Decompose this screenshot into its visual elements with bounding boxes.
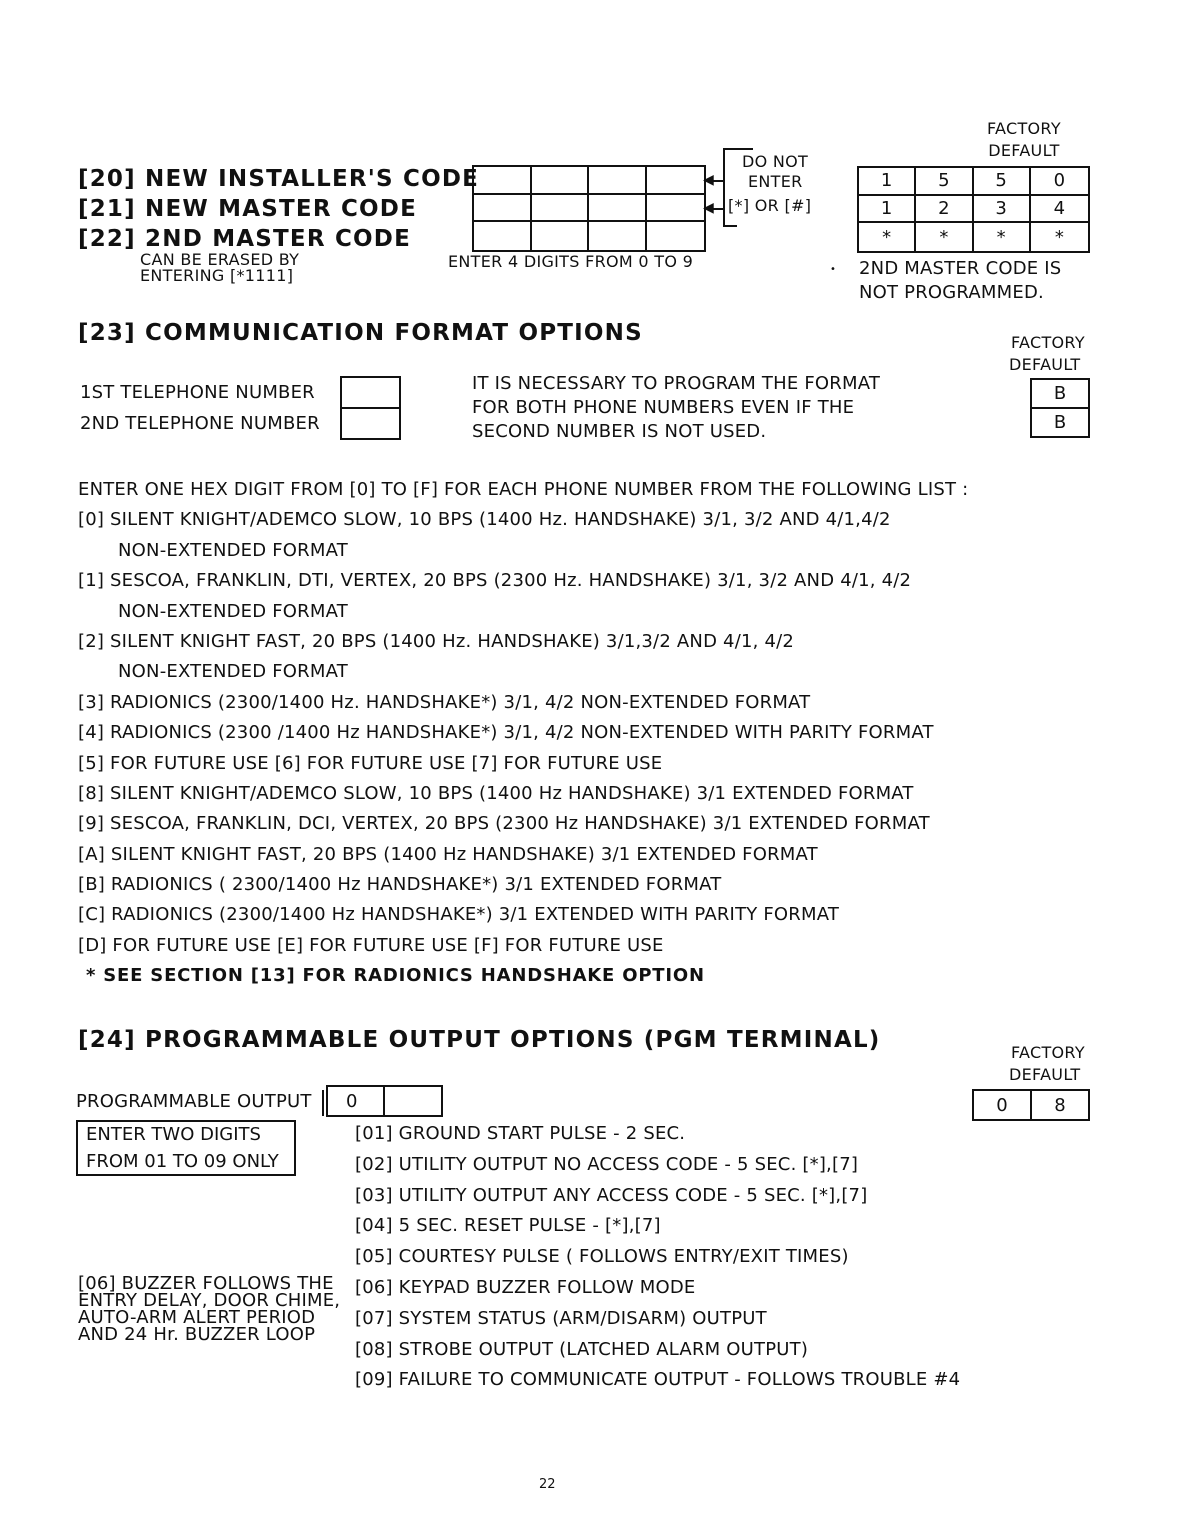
- enter-two-digits-line-1: ENTER TWO DIGITS: [86, 1124, 261, 1145]
- bracket-line: [723, 225, 737, 227]
- erase-note-line-1: CAN BE ERASED BY: [140, 250, 300, 269]
- format-option-row: [8] SILENT KNIGHT/ADEMCO SLOW, 10 BPS (1400 Hz HANDSHAKE) 3/1 EXTENDED FORMAT: [78, 782, 914, 804]
- default-pgm-2: 8: [1030, 1089, 1090, 1121]
- pgm-option-row: [02] UTILITY OUTPUT NO ACCESS CODE - 5 SEC. [*],[7]: [355, 1153, 859, 1175]
- format-note: [472, 372, 880, 444]
- section-21-title: [21] NEW MASTER CODE: [78, 196, 417, 222]
- pgm-digit-2[interactable]: [383, 1085, 443, 1117]
- factory-label: FACTORY: [987, 119, 1061, 138]
- tel1-label: 1ST TELEPHONE NUMBER: [80, 382, 315, 403]
- default-format-1: B: [1030, 378, 1090, 409]
- pgm-digit-1[interactable]: 0: [326, 1085, 385, 1117]
- format-note-line-2: FOR BOTH PHONE NUMBERS EVEN IF THE: [472, 397, 855, 418]
- bracket-line: [723, 148, 753, 150]
- format-option-row: [A] SILENT KNIGHT FAST, 20 BPS (1400 Hz HANDSHAKE) 3/1 EXTENDED FORMAT: [78, 843, 818, 865]
- format-note-line-1: IT IS NECESSARY TO PROGRAM THE FORMAT: [472, 373, 881, 394]
- format-option-row: [5] FOR FUTURE USE [6] FOR FUTURE USE [7] FOR FUTURE USE: [78, 752, 663, 774]
- factory-default-label: [1009, 332, 1085, 376]
- pgm-options-list: [355, 1119, 960, 1396]
- pgm-option-row: [07] SYSTEM STATUS (ARM/DISARM) OUTPUT: [355, 1307, 767, 1329]
- do-not-enter-note: [742, 152, 808, 192]
- format-note-line-3: SECOND NUMBER IS NOT USED.: [472, 421, 767, 442]
- format-option-row: ENTER ONE HEX DIGIT FROM [0] TO [F] FOR EACH PHONE NUMBER FROM THE FOLLOWING LIST :: [78, 479, 969, 500]
- default-format-2: B: [1030, 407, 1090, 438]
- format-option-row: [4] RADIONICS (2300 /1400 Hz HANDSHAKE*) 3/1, 4/2 NON-EXTENDED WITH PARITY FORMAT: [78, 722, 934, 744]
- buzzer-note-line-3: AUTO-ARM ALERT PERIOD: [78, 1307, 316, 1328]
- code-cell[interactable]: [589, 167, 647, 195]
- format-option-row: [0] SILENT KNIGHT/ADEMCO SLOW, 10 BPS (1400 Hz. HANDSHAKE) 3/1, 3/2 AND 4/1,4/2: [78, 509, 891, 531]
- code-cell[interactable]: [532, 195, 590, 223]
- format-options-list: [78, 475, 1078, 992]
- pgm-option-row: [06] KEYPAD BUZZER FOLLOW MODE: [355, 1276, 696, 1298]
- section-20-title: [20] NEW INSTALLER'S CODE: [78, 166, 480, 192]
- code-cell[interactable]: [647, 195, 705, 223]
- buzzer-note-line-2: ENTRY DELAY, DOOR CHIME,: [78, 1290, 341, 1311]
- format-option-row: NON-EXTENDED FORMAT: [118, 661, 348, 683]
- arrow-left-icon: ◀: [703, 172, 714, 188]
- default-code-cell: *: [974, 223, 1031, 251]
- code-cell[interactable]: [647, 222, 705, 250]
- tel2-format-input[interactable]: [340, 407, 401, 440]
- factory-default-code-grid: [857, 166, 1090, 253]
- default-label: DEFAULT: [1009, 355, 1081, 374]
- default-code-cell: *: [859, 223, 916, 251]
- buzzer-note-line-1: [06] BUZZER FOLLOWS THE: [78, 1273, 334, 1294]
- master-note-line-1: 2ND MASTER CODE IS: [859, 258, 1062, 279]
- section-24-title: [24] PROGRAMMABLE OUTPUT OPTIONS (PGM TERMINAL): [78, 1027, 881, 1053]
- radionics-footnote: * SEE SECTION [13] FOR RADIONICS HANDSHAKE OPTION: [86, 965, 705, 987]
- master-note-line-2: NOT PROGRAMMED.: [859, 282, 1044, 303]
- factory-label: FACTORY: [1011, 1043, 1085, 1062]
- programmable-output-label: PROGRAMMABLE OUTPUT: [76, 1091, 312, 1112]
- section-22-title: [22] 2ND MASTER CODE: [78, 226, 411, 252]
- tel1-format-input[interactable]: [340, 376, 401, 409]
- pgm-option-row: [09] FAILURE TO COMMUNICATE OUTPUT - FOLLOWS TROUBLE #4: [355, 1369, 961, 1391]
- format-option-row: [9] SESCOA, FRANKLIN, DCI, VERTEX, 20 BPS (2300 Hz HANDSHAKE) 3/1 EXTENDED FORMAT: [78, 813, 930, 835]
- divider-line: [322, 1090, 324, 1116]
- pgm-option-row: [01] GROUND START PULSE - 2 SEC.: [355, 1123, 686, 1144]
- format-option-row: [B] RADIONICS ( 2300/1400 Hz HANDSHAKE*) 3/1 EXTENDED FORMAT: [78, 874, 722, 896]
- default-code-cell: 5: [974, 168, 1031, 196]
- pgm-option-row: [08] STROBE OUTPUT (LATCHED ALARM OUTPUT): [355, 1338, 809, 1360]
- section-23-title: [23] COMMUNICATION FORMAT OPTIONS: [78, 320, 643, 346]
- factory-default-label: [987, 118, 1061, 162]
- code-cell[interactable]: [474, 167, 532, 195]
- default-code-cell: 2: [916, 196, 973, 224]
- default-code-cell: 1: [859, 168, 916, 196]
- format-option-row: [1] SESCOA, FRANKLIN, DTI, VERTEX, 20 BPS (2300 Hz. HANDSHAKE) 3/1, 3/2 AND 4/1, 4/2: [78, 570, 912, 592]
- erase-note: [140, 252, 299, 284]
- default-code-cell: *: [1054, 226, 1064, 248]
- default-pgm-1: 0: [972, 1089, 1032, 1121]
- default-label: DEFAULT: [988, 141, 1060, 160]
- bullet-dot: •: [830, 264, 836, 275]
- pgm-option-row: [05] COURTESY PULSE ( FOLLOWS ENTRY/EXIT TIMES): [355, 1246, 849, 1268]
- arrow-left-icon: ◀: [703, 200, 714, 216]
- code-cell[interactable]: [532, 167, 590, 195]
- format-option-row: [2] SILENT KNIGHT FAST, 20 BPS (1400 Hz. HANDSHAKE) 3/1,3/2 AND 4/1, 4/2: [78, 630, 795, 652]
- tel2-label: 2ND TELEPHONE NUMBER: [80, 413, 320, 434]
- code-cell[interactable]: [589, 195, 647, 223]
- enter-two-digits-line-2: FROM 01 TO 09 ONLY: [86, 1151, 279, 1172]
- format-option-row: NON-EXTENDED FORMAT: [118, 539, 348, 561]
- factory-label: FACTORY: [1011, 333, 1085, 352]
- code-cell[interactable]: [474, 195, 532, 223]
- code-cell[interactable]: [532, 222, 590, 250]
- default-code-cell: *: [916, 223, 973, 251]
- factory-default-label: [1009, 1042, 1085, 1086]
- format-option-row: [D] FOR FUTURE USE [E] FOR FUTURE USE [F] FOR FUTURE USE: [78, 934, 664, 956]
- format-option-row: [3] RADIONICS (2300/1400 Hz. HANDSHAKE*) 3/1, 4/2 NON-EXTENDED FORMAT: [78, 691, 811, 713]
- buzzer-note-line-4: AND 24 Hr. BUZZER LOOP: [78, 1324, 316, 1345]
- pgm-option-row: [03] UTILITY OUTPUT ANY ACCESS CODE - 5 SEC. [*],[7]: [355, 1184, 868, 1206]
- default-label: DEFAULT: [1009, 1065, 1081, 1084]
- enter-two-digits-box: [76, 1120, 296, 1176]
- do-not-line-1: DO NOT: [742, 152, 809, 171]
- pgm-option-row: [04] 5 SEC. RESET PULSE - [*],[7]: [355, 1215, 661, 1237]
- buzzer-note: [78, 1275, 340, 1343]
- format-option-row: [C] RADIONICS (2300/1400 Hz HANDSHAKE*) 3/1 EXTENDED WITH PARITY FORMAT: [78, 904, 840, 926]
- page-number: 22: [539, 1477, 556, 1492]
- bracket-line: [723, 148, 725, 226]
- erase-note-line-2: ENTERING [*1111]: [140, 266, 294, 285]
- enter-digits-note: ENTER 4 DIGITS FROM 0 TO 9: [448, 252, 694, 271]
- do-not-line-3: [*] OR [#]: [728, 196, 812, 215]
- default-code-cell: 0: [1031, 168, 1088, 196]
- default-code-cell: 1: [859, 196, 916, 224]
- code-cell[interactable]: [647, 167, 705, 195]
- default-code-cell: 4: [1031, 196, 1088, 224]
- code-entry-grid[interactable]: [472, 165, 706, 252]
- format-option-row: NON-EXTENDED FORMAT: [118, 600, 348, 622]
- master-code-note: [859, 257, 1061, 305]
- default-code-cell: 3: [974, 196, 1031, 224]
- do-not-line-2: ENTER: [748, 172, 803, 191]
- code-cell[interactable]: [589, 222, 647, 250]
- code-cell[interactable]: [474, 222, 532, 250]
- default-code-cell: 5: [916, 168, 973, 196]
